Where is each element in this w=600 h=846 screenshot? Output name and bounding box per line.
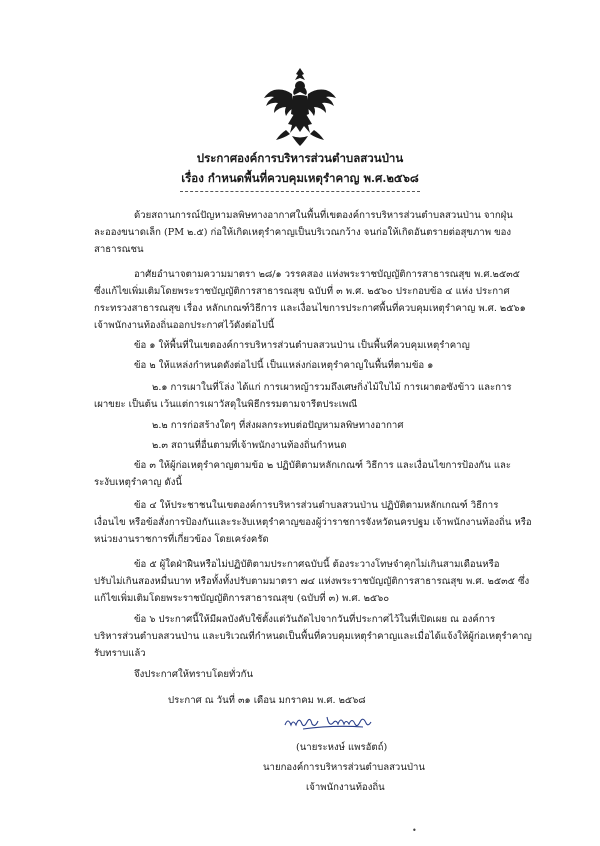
announcement-date: ประกาศ ณ วันที่ ๓๑ เดือน มกราคม พ.ศ. ๒๕๖๘ bbox=[168, 695, 366, 706]
signer-name: (นายระหงษ์ แพรอัตถ์) bbox=[296, 742, 388, 753]
paragraph-line: อาศัยอำนาจตามความมาตรา ๒๘/๑ วรรคสอง แห่งพระราชบัญญัติการสาธารณสุข พ.ศ.๒๕๓๕ bbox=[134, 269, 520, 280]
clause-2: ข้อ ๒ ให้แหล่งกำหนดดังต่อไปนี้ เป็นแหล่งก่อเหตุรำคาญในพื้นที่ตามข้อ ๑ bbox=[134, 360, 434, 371]
garuda-emblem-icon bbox=[262, 66, 338, 148]
clause-5: แก้ไขเพิ่มเติมโดยพระราชบัญญัติการสาธารณสุข (ฉบับที่ ๓) พ.ศ. ๒๕๖๐ bbox=[94, 593, 390, 604]
signer-position: นายกองค์การบริหารส่วนตำบลสวนป่าน bbox=[263, 762, 425, 773]
clause-2-3: ๒.๓ สถานที่อื่นตามที่เจ้าพนักงานท้องถิ่นกำหนด bbox=[152, 440, 347, 451]
clause-2-1: เผาขยะ เป็นต้น เว้นแต่การเผาวัสดุในพิธีกรรมตามจารีตประเพณี bbox=[94, 399, 358, 410]
clause-2-2: ๒.๒ การก่อสร้างใดๆ ที่ส่งผลกระทบต่อปัญหามลพิษทางอากาศ bbox=[152, 420, 404, 431]
clause-3: ระงับเหตุรำคาญ ดังนี้ bbox=[94, 477, 182, 488]
page-mark: • bbox=[412, 826, 417, 835]
clause-3: ข้อ ๓ ให้ผู้ก่อเหตุรำคาญตามข้อ ๒ ปฏิบัติตามหลักเกณฑ์ วิธีการ และเงื่อนไขการป้องกัน และ bbox=[134, 460, 512, 471]
clause-6: บริหารส่วนตำบลสวนป่าน และบริเวณที่กำหนดเป็นพื้นที่ควบคุมเหตุรำคาญและเมื่อได้แจ้งให้ผู้ก่อเหตุรำคาญ bbox=[94, 631, 532, 642]
announcement-title: ประกาศองค์การบริหารส่วนตำบลสวนป่าน bbox=[196, 151, 404, 165]
paragraph-line: ซึ่งแก้ไขเพิ่มเติมโดยพระราชบัญญัติการสาธารณสุข ฉบับที่ ๓ พ.ศ. ๒๕๖๐ ประกอบข้อ ๔ แห่ง ประกาศ bbox=[94, 286, 510, 297]
paragraph-line: สาธารณชน bbox=[94, 244, 144, 255]
clause-4: ข้อ ๔ ให้ประชาชนในเขตองค์การบริหารส่วนตำบลสวนป่าน ปฏิบัติตามหลักเกณฑ์ วิธีการ bbox=[134, 500, 499, 511]
clause-1: ข้อ ๑ ให้พื้นที่ในเขตองค์การบริหารส่วนตำบลสวนป่าน เป็นพื้นที่ควบคุมเหตุรำคาญ bbox=[134, 340, 470, 351]
clause-6: ข้อ ๖ ประกาศนี้ให้มีผลบังคับใช้ตั้งแต่วันถัดไปจากวันที่ประกาศไว้ในที่เปิดเผย ณ องค์การ bbox=[134, 614, 496, 625]
clause-2-1: ๒.๑ การเผาในที่โล่ง ได้แก่ การเผาหญ้ารวมถึงเศษกิ่งไม้ใบไม้ การเผาตอซังข้าว และการ bbox=[152, 382, 512, 393]
clause-5: ข้อ ๕ ผู้ใดฝ่าฝืนหรือไม่ปฏิบัติตามประกาศฉบับนี้ ต้องระวางโทษจำคุกไม่เกินสามเดือนหรือ bbox=[134, 559, 500, 570]
signer-title: เจ้าพนักงานท้องถิ่น bbox=[306, 782, 385, 793]
paragraph-line: ละอองขนาดเล็ก (PM ๒.๕) ก่อให้เกิดเหตุรำคาญเป็นบริเวณกว้าง จนก่อให้เกิดอันตรายต่อสุขภาพ ของ bbox=[94, 227, 512, 238]
clause-5: ปรับไม่เกินสองหมื่นบาท หรือทั้งทั้งปรับตามมาตรา ๗๔ แห่งพระราชบัญญัติการสาธารณสุข พ.ศ. ๒๕๓๕ ซึ่ง bbox=[94, 576, 530, 587]
clause-4: หน่วยงานราชการที่เกี่ยวข้อง โดยเคร่งครัด bbox=[94, 534, 269, 545]
paragraph-line: กระทรวงสาธารณสุข เรื่อง หลักเกณฑ์วิธีการ และเงื่อนไขการประกาศพื้นที่ควบคุมเหตุรำคาญ พ.ศ. ๒๕๖๑ bbox=[94, 303, 526, 314]
paragraph-line: เจ้าพนักงานท้องถิ่นออกประกาศไว้ดังต่อไปนี้ bbox=[94, 320, 275, 331]
handwritten-signature bbox=[283, 711, 391, 733]
closing-statement: จึงประกาศให้ทราบโดยทั่วกัน bbox=[134, 669, 254, 680]
clause-4: เงื่อนไข หรือข้อสั่งการป้องกันและระงับเหตุรำคาญของผู้ว่าราชการจังหวัดนครปฐม เจ้าพนักงานท้องถิ่น หรือ bbox=[94, 517, 532, 528]
title-divider bbox=[180, 191, 420, 192]
paragraph-line: ด้วยสถานการณ์ปัญหามลพิษทางอากาศในพื้นที่เขตองค์การบริหารส่วนตำบลสวนป่าน จากฝุ่น bbox=[134, 210, 513, 221]
clause-6: รับทราบแล้ว bbox=[94, 648, 146, 659]
announcement-subject: เรื่อง กำหนดพื้นที่ควบคุมเหตุรำคาญ พ.ศ.๒๕๖๘ bbox=[181, 171, 419, 185]
